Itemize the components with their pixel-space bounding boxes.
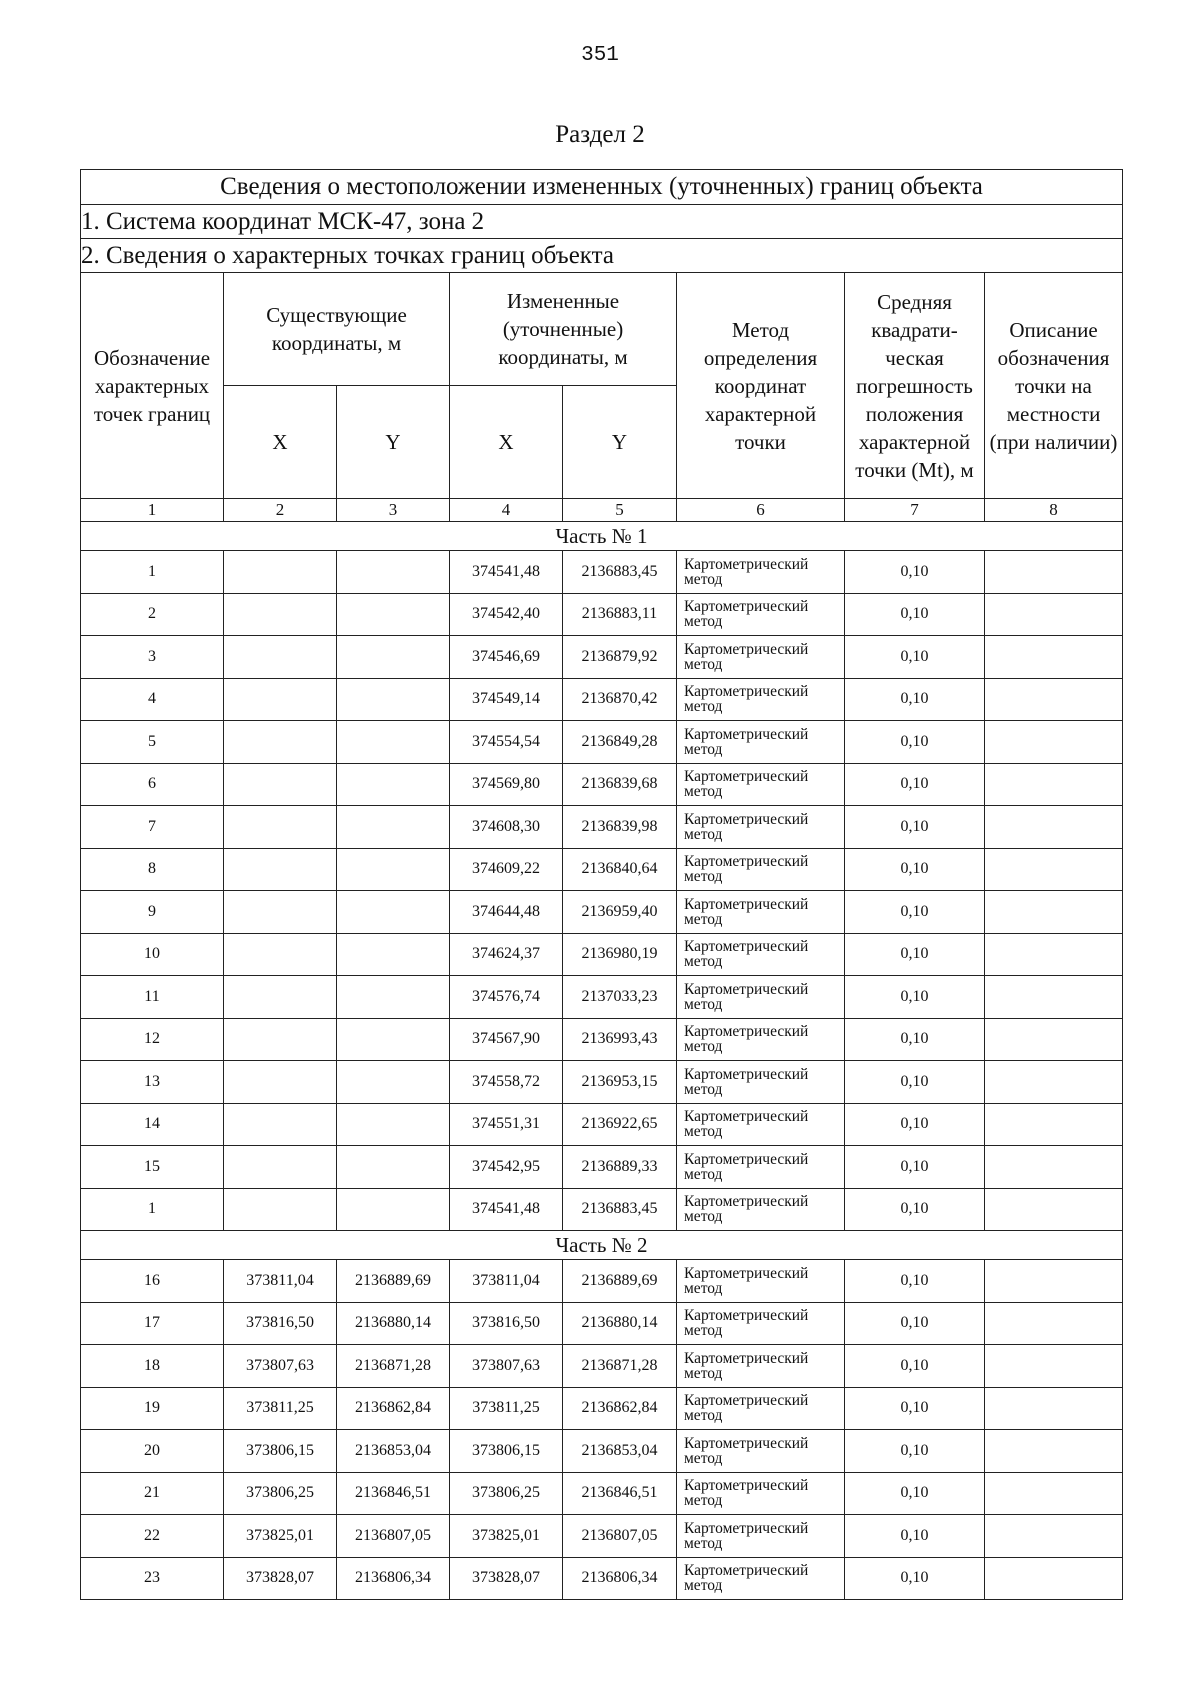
column-number: 7 bbox=[845, 499, 985, 522]
table-row bbox=[81, 721, 1123, 764]
column-number: 4 bbox=[450, 499, 563, 522]
mean-error: 0,10 bbox=[845, 593, 985, 636]
column-number: 8 bbox=[985, 499, 1123, 522]
mean-error: 0,10 bbox=[845, 1515, 985, 1558]
column-number: 3 bbox=[337, 499, 450, 522]
table-row bbox=[81, 806, 1123, 849]
table-row bbox=[81, 1472, 1123, 1515]
changed-x: 374609,22 bbox=[450, 848, 563, 891]
existing-x: 373825,01 bbox=[224, 1515, 337, 1558]
header-changed-coords: Измененные (уточненные) координаты, м bbox=[450, 273, 677, 386]
changed-y: 2136980,19 bbox=[563, 933, 677, 976]
point-description bbox=[985, 1345, 1123, 1388]
boundary-points-table bbox=[80, 169, 1123, 1600]
point-id: 12 bbox=[81, 1018, 224, 1061]
point-id: 22 bbox=[81, 1515, 224, 1558]
point-description bbox=[985, 1103, 1123, 1146]
method: Картометрический метод bbox=[677, 848, 845, 891]
table-row bbox=[81, 1302, 1123, 1345]
point-description bbox=[985, 763, 1123, 806]
table-row bbox=[81, 1260, 1123, 1303]
existing-y bbox=[337, 1061, 450, 1104]
point-description bbox=[985, 636, 1123, 679]
existing-y bbox=[337, 763, 450, 806]
method: Картометрический метод bbox=[677, 593, 845, 636]
header-point-designation: Обозначение характерных точек границ bbox=[81, 273, 224, 499]
method: Картометрический метод bbox=[677, 1345, 845, 1388]
header-existing-x: X bbox=[224, 386, 337, 499]
method: Картометрический метод bbox=[677, 1387, 845, 1430]
mean-error: 0,10 bbox=[845, 1430, 985, 1473]
changed-x: 374576,74 bbox=[450, 976, 563, 1019]
existing-y bbox=[337, 551, 450, 594]
header-error: Средняя квадрати-ческая погрешность положения характерной точки (Mt), м bbox=[845, 273, 985, 499]
point-description bbox=[985, 1472, 1123, 1515]
table-row bbox=[81, 976, 1123, 1019]
point-description bbox=[985, 1515, 1123, 1558]
changed-y: 2136862,84 bbox=[563, 1387, 677, 1430]
changed-y: 2136959,40 bbox=[563, 891, 677, 934]
changed-y: 2136806,34 bbox=[563, 1557, 677, 1600]
point-description bbox=[985, 1146, 1123, 1189]
point-id: 4 bbox=[81, 678, 224, 721]
existing-x bbox=[224, 636, 337, 679]
existing-x: 373811,04 bbox=[224, 1260, 337, 1303]
existing-x bbox=[224, 678, 337, 721]
changed-y: 2136839,98 bbox=[563, 806, 677, 849]
mean-error: 0,10 bbox=[845, 1188, 985, 1231]
changed-y: 2136889,33 bbox=[563, 1146, 677, 1189]
changed-y: 2136883,45 bbox=[563, 1188, 677, 1231]
point-id: 1 bbox=[81, 551, 224, 594]
method: Картометрический метод bbox=[677, 721, 845, 764]
point-description bbox=[985, 1387, 1123, 1430]
mean-error: 0,10 bbox=[845, 1557, 985, 1600]
method: Картометрический метод bbox=[677, 763, 845, 806]
method: Картометрический метод bbox=[677, 1103, 845, 1146]
point-id: 16 bbox=[81, 1260, 224, 1303]
existing-y bbox=[337, 1146, 450, 1189]
table-row bbox=[81, 1018, 1123, 1061]
column-number: 1 bbox=[81, 499, 224, 522]
method: Картометрический метод bbox=[677, 1515, 845, 1558]
existing-y bbox=[337, 933, 450, 976]
changed-x: 373828,07 bbox=[450, 1557, 563, 1600]
existing-y bbox=[337, 1018, 450, 1061]
existing-x: 373811,25 bbox=[224, 1387, 337, 1430]
changed-y: 2136883,45 bbox=[563, 551, 677, 594]
point-id: 14 bbox=[81, 1103, 224, 1146]
method: Картометрический метод bbox=[677, 678, 845, 721]
existing-y bbox=[337, 806, 450, 849]
mean-error: 0,10 bbox=[845, 891, 985, 934]
point-id: 11 bbox=[81, 976, 224, 1019]
existing-x bbox=[224, 763, 337, 806]
method: Картометрический метод bbox=[677, 1260, 845, 1303]
point-description bbox=[985, 721, 1123, 764]
table-row bbox=[81, 678, 1123, 721]
existing-x: 373806,25 bbox=[224, 1472, 337, 1515]
mean-error: 0,10 bbox=[845, 636, 985, 679]
existing-x bbox=[224, 976, 337, 1019]
changed-x: 374542,40 bbox=[450, 593, 563, 636]
method: Картометрический метод bbox=[677, 1472, 845, 1515]
changed-x: 373816,50 bbox=[450, 1302, 563, 1345]
table-row bbox=[81, 1515, 1123, 1558]
coord-system: 1. Система координат МСК-47, зона 2 bbox=[81, 205, 1123, 239]
changed-x: 374608,30 bbox=[450, 806, 563, 849]
point-description bbox=[985, 1260, 1123, 1303]
changed-x: 374567,90 bbox=[450, 1018, 563, 1061]
method: Картометрический метод bbox=[677, 551, 845, 594]
changed-x: 374624,37 bbox=[450, 933, 563, 976]
point-id: 3 bbox=[81, 636, 224, 679]
existing-y bbox=[337, 891, 450, 934]
table-row bbox=[81, 1557, 1123, 1600]
point-id: 8 bbox=[81, 848, 224, 891]
existing-x bbox=[224, 806, 337, 849]
point-description bbox=[985, 806, 1123, 849]
point-id: 2 bbox=[81, 593, 224, 636]
column-number: 6 bbox=[677, 499, 845, 522]
changed-x: 374542,95 bbox=[450, 1146, 563, 1189]
point-id: 18 bbox=[81, 1345, 224, 1388]
changed-y: 2136871,28 bbox=[563, 1345, 677, 1388]
changed-x: 373807,63 bbox=[450, 1345, 563, 1388]
existing-x bbox=[224, 551, 337, 594]
changed-y: 2136849,28 bbox=[563, 721, 677, 764]
point-id: 21 bbox=[81, 1472, 224, 1515]
point-id: 13 bbox=[81, 1061, 224, 1104]
existing-x: 373816,50 bbox=[224, 1302, 337, 1345]
point-description bbox=[985, 678, 1123, 721]
point-description bbox=[985, 933, 1123, 976]
table-title: Сведения о местоположении измененных (уточненных) границ объекта bbox=[81, 170, 1123, 205]
part-title: Часть № 1 bbox=[81, 522, 1123, 551]
existing-y bbox=[337, 1188, 450, 1231]
changed-y: 2136879,92 bbox=[563, 636, 677, 679]
method: Картометрический метод bbox=[677, 636, 845, 679]
existing-y bbox=[337, 1103, 450, 1146]
mean-error: 0,10 bbox=[845, 678, 985, 721]
changed-x: 374541,48 bbox=[450, 1188, 563, 1231]
existing-x bbox=[224, 1061, 337, 1104]
existing-y bbox=[337, 848, 450, 891]
existing-x bbox=[224, 1018, 337, 1061]
changed-x: 374551,31 bbox=[450, 1103, 563, 1146]
changed-x: 374541,48 bbox=[450, 551, 563, 594]
mean-error: 0,10 bbox=[845, 1018, 985, 1061]
mean-error: 0,10 bbox=[845, 806, 985, 849]
method: Картометрический метод bbox=[677, 976, 845, 1019]
point-id: 5 bbox=[81, 721, 224, 764]
existing-y bbox=[337, 721, 450, 764]
changed-y: 2136922,65 bbox=[563, 1103, 677, 1146]
existing-y: 2136862,84 bbox=[337, 1387, 450, 1430]
table-row bbox=[81, 593, 1123, 636]
point-description bbox=[985, 1018, 1123, 1061]
point-id: 15 bbox=[81, 1146, 224, 1189]
existing-x: 373806,15 bbox=[224, 1430, 337, 1473]
point-description bbox=[985, 976, 1123, 1019]
existing-y bbox=[337, 593, 450, 636]
table-row bbox=[81, 1387, 1123, 1430]
method: Картометрический метод bbox=[677, 1018, 845, 1061]
changed-y: 2136993,43 bbox=[563, 1018, 677, 1061]
changed-x: 374558,72 bbox=[450, 1061, 563, 1104]
point-id: 9 bbox=[81, 891, 224, 934]
mean-error: 0,10 bbox=[845, 1345, 985, 1388]
method: Картометрический метод bbox=[677, 1188, 845, 1231]
point-description bbox=[985, 1188, 1123, 1231]
changed-y: 2136880,14 bbox=[563, 1302, 677, 1345]
existing-x: 373807,63 bbox=[224, 1345, 337, 1388]
table-row bbox=[81, 1345, 1123, 1388]
header-existing-y: Y bbox=[337, 386, 450, 499]
existing-x bbox=[224, 1146, 337, 1189]
existing-y: 2136806,34 bbox=[337, 1557, 450, 1600]
point-id: 19 bbox=[81, 1387, 224, 1430]
column-number: 5 bbox=[563, 499, 677, 522]
header-description: Описание обозначения точки на местности (при наличии) bbox=[985, 273, 1123, 499]
point-description bbox=[985, 848, 1123, 891]
point-id: 23 bbox=[81, 1557, 224, 1600]
mean-error: 0,10 bbox=[845, 1146, 985, 1189]
point-id: 6 bbox=[81, 763, 224, 806]
changed-y: 2136883,11 bbox=[563, 593, 677, 636]
changed-x: 373811,25 bbox=[450, 1387, 563, 1430]
table-row bbox=[81, 891, 1123, 934]
method: Картометрический метод bbox=[677, 806, 845, 849]
point-description bbox=[985, 1302, 1123, 1345]
table-row bbox=[81, 1061, 1123, 1104]
existing-y: 2136846,51 bbox=[337, 1472, 450, 1515]
existing-x bbox=[224, 891, 337, 934]
point-description bbox=[985, 551, 1123, 594]
existing-x bbox=[224, 721, 337, 764]
changed-y: 2136953,15 bbox=[563, 1061, 677, 1104]
point-description bbox=[985, 593, 1123, 636]
table-row bbox=[81, 933, 1123, 976]
existing-x bbox=[224, 1188, 337, 1231]
point-description bbox=[985, 1061, 1123, 1104]
point-id: 17 bbox=[81, 1302, 224, 1345]
changed-x: 374554,54 bbox=[450, 721, 563, 764]
method: Картометрический метод bbox=[677, 933, 845, 976]
changed-x: 374569,80 bbox=[450, 763, 563, 806]
changed-x: 373806,15 bbox=[450, 1430, 563, 1473]
mean-error: 0,10 bbox=[845, 721, 985, 764]
existing-y: 2136871,28 bbox=[337, 1345, 450, 1388]
point-description bbox=[985, 1430, 1123, 1473]
mean-error: 0,10 bbox=[845, 1387, 985, 1430]
method: Картометрический метод bbox=[677, 891, 845, 934]
mean-error: 0,10 bbox=[845, 933, 985, 976]
changed-y: 2137033,23 bbox=[563, 976, 677, 1019]
changed-y: 2136846,51 bbox=[563, 1472, 677, 1515]
part-title: Часть № 2 bbox=[81, 1231, 1123, 1260]
changed-y: 2136889,69 bbox=[563, 1260, 677, 1303]
mean-error: 0,10 bbox=[845, 1061, 985, 1104]
existing-x bbox=[224, 593, 337, 636]
table-row bbox=[81, 1188, 1123, 1231]
method: Картометрический метод bbox=[677, 1302, 845, 1345]
header-existing-coords: Существующие координаты, м bbox=[224, 273, 450, 386]
mean-error: 0,10 bbox=[845, 976, 985, 1019]
page-number: 351 bbox=[581, 44, 619, 67]
point-description bbox=[985, 891, 1123, 934]
point-id: 7 bbox=[81, 806, 224, 849]
changed-y: 2136870,42 bbox=[563, 678, 677, 721]
points-title: 2. Сведения о характерных точках границ объекта bbox=[81, 239, 1123, 273]
existing-y: 2136807,05 bbox=[337, 1515, 450, 1558]
changed-x: 373806,25 bbox=[450, 1472, 563, 1515]
mean-error: 0,10 bbox=[845, 763, 985, 806]
table-row bbox=[81, 848, 1123, 891]
mean-error: 0,10 bbox=[845, 848, 985, 891]
table-row bbox=[81, 1146, 1123, 1189]
mean-error: 0,10 bbox=[845, 1302, 985, 1345]
changed-y: 2136853,04 bbox=[563, 1430, 677, 1473]
header-changed-y: Y bbox=[563, 386, 677, 499]
table-row bbox=[81, 1430, 1123, 1473]
column-number: 2 bbox=[224, 499, 337, 522]
mean-error: 0,10 bbox=[845, 1472, 985, 1515]
existing-x bbox=[224, 848, 337, 891]
point-description bbox=[985, 1557, 1123, 1600]
method: Картометрический метод bbox=[677, 1430, 845, 1473]
changed-y: 2136840,64 bbox=[563, 848, 677, 891]
existing-y bbox=[337, 678, 450, 721]
point-id: 1 bbox=[81, 1188, 224, 1231]
point-id: 10 bbox=[81, 933, 224, 976]
method: Картометрический метод bbox=[677, 1061, 845, 1104]
existing-x: 373828,07 bbox=[224, 1557, 337, 1600]
existing-y: 2136853,04 bbox=[337, 1430, 450, 1473]
changed-x: 374549,14 bbox=[450, 678, 563, 721]
changed-x: 374644,48 bbox=[450, 891, 563, 934]
table-row bbox=[81, 636, 1123, 679]
table-row bbox=[81, 551, 1123, 594]
mean-error: 0,10 bbox=[845, 1103, 985, 1146]
existing-y: 2136880,14 bbox=[337, 1302, 450, 1345]
changed-x: 374546,69 bbox=[450, 636, 563, 679]
existing-x bbox=[224, 1103, 337, 1146]
header-changed-x: X bbox=[450, 386, 563, 499]
existing-y: 2136889,69 bbox=[337, 1260, 450, 1303]
method: Картометрический метод bbox=[677, 1146, 845, 1189]
mean-error: 0,10 bbox=[845, 1260, 985, 1303]
method: Картометрический метод bbox=[677, 1557, 845, 1600]
mean-error: 0,10 bbox=[845, 551, 985, 594]
table-row bbox=[81, 1103, 1123, 1146]
changed-x: 373825,01 bbox=[450, 1515, 563, 1558]
header-method: Метод определения координат характерной точки bbox=[677, 273, 845, 499]
existing-y bbox=[337, 636, 450, 679]
existing-x bbox=[224, 933, 337, 976]
changed-x: 373811,04 bbox=[450, 1260, 563, 1303]
changed-y: 2136807,05 bbox=[563, 1515, 677, 1558]
point-id: 20 bbox=[81, 1430, 224, 1473]
existing-y bbox=[337, 976, 450, 1019]
table-row bbox=[81, 763, 1123, 806]
section-title: Раздел 2 bbox=[555, 121, 645, 148]
changed-y: 2136839,68 bbox=[563, 763, 677, 806]
